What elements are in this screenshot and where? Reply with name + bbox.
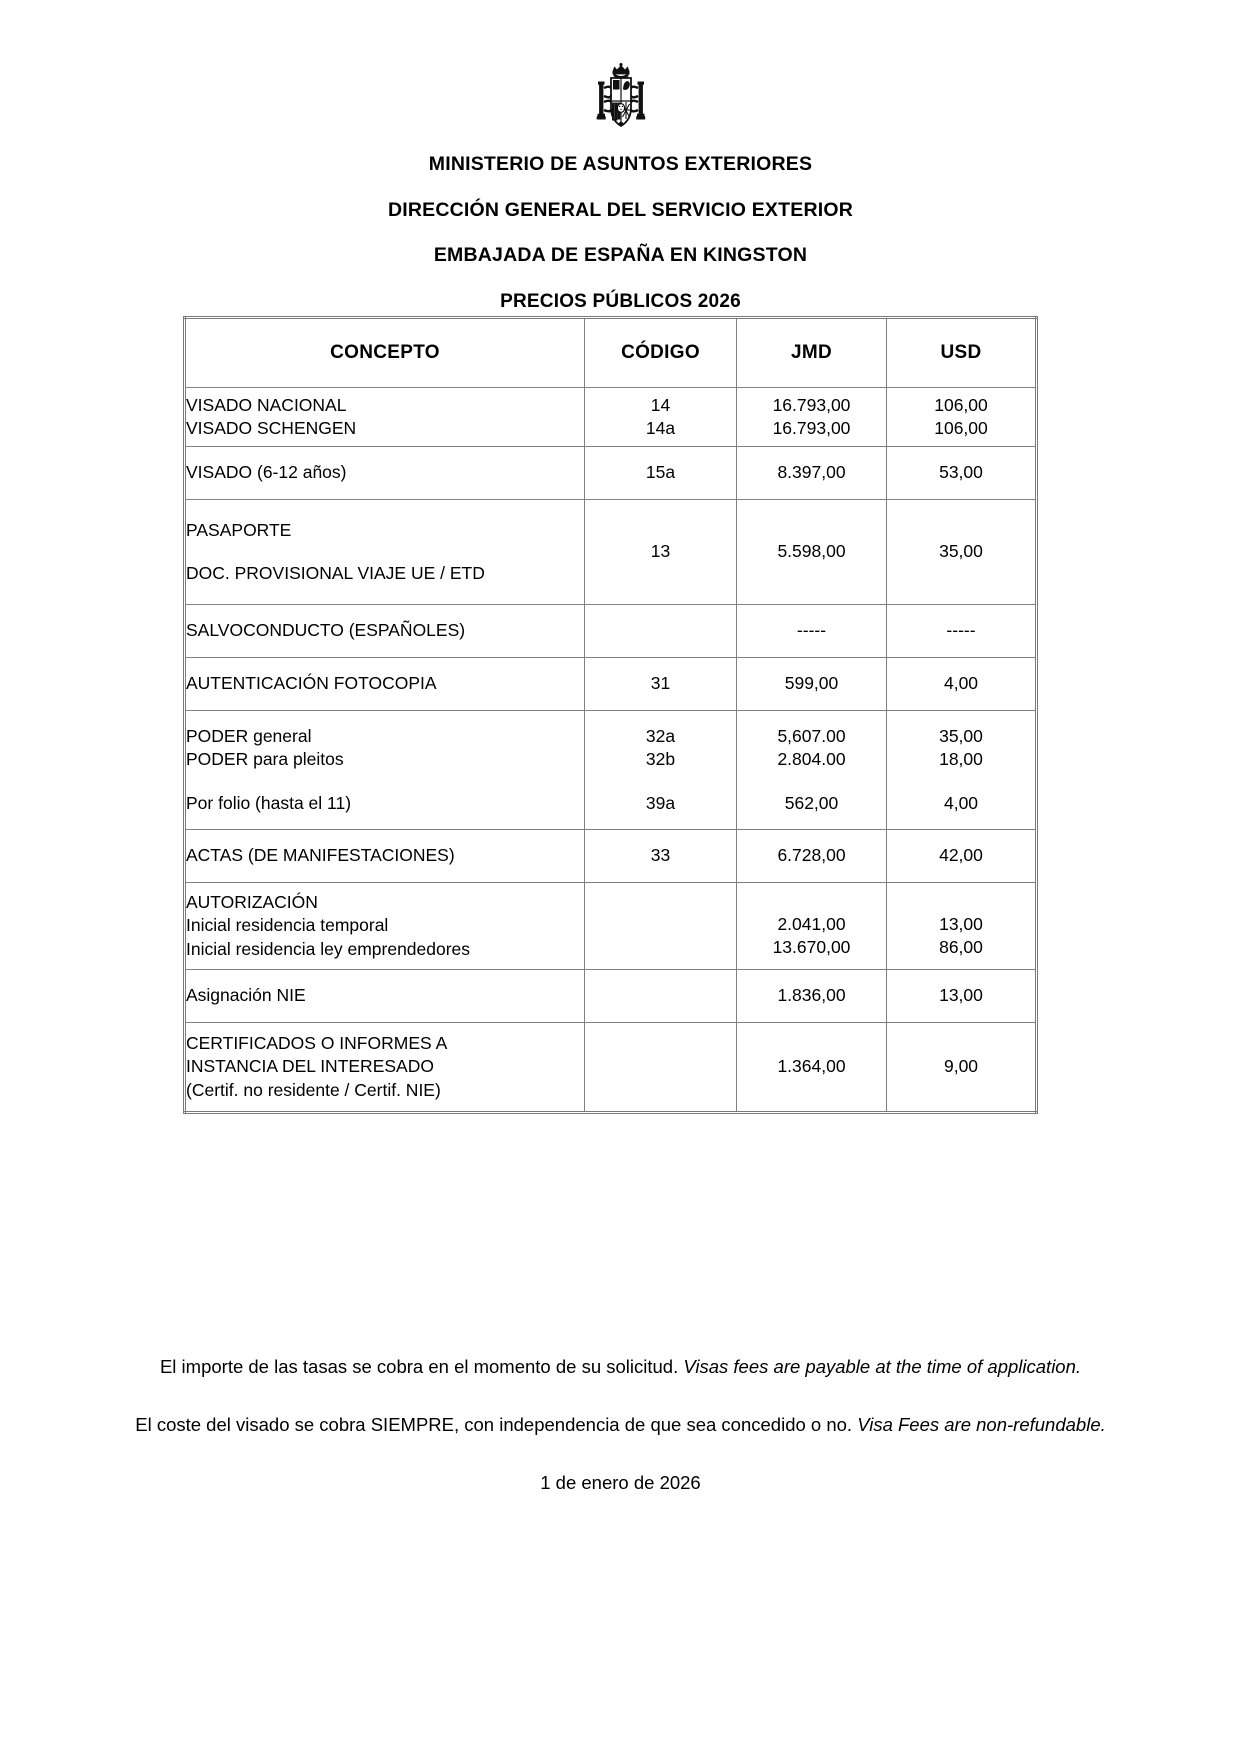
cell-spacer: [585, 1057, 736, 1077]
footer-notes: [0, 1356, 1241, 1494]
cell-line: PASAPORTE: [186, 519, 292, 540]
cell-line: INSTANCIA DEL INTERESADO: [186, 1056, 434, 1077]
cell-line: 33: [650, 845, 671, 866]
column-header-usd: USD: [887, 318, 1037, 388]
cell-concepto: [185, 447, 585, 500]
heading-directorate: DIRECCIÓN GENERAL DEL SERVICIO EXTERIOR: [387, 198, 854, 221]
cell-line: 13,00: [939, 985, 983, 1006]
cell-line: 53,00: [939, 462, 983, 483]
cell-line: 35,00: [939, 726, 983, 747]
cell-line: 106,00: [934, 394, 988, 415]
cell-line: -----: [796, 620, 827, 641]
cell-jmd: [737, 711, 887, 830]
cell-line: VISADO NACIONAL: [186, 394, 347, 415]
cell-codigo: [585, 830, 737, 883]
cell-concepto: [185, 883, 585, 970]
cell-line: SALVOCONDUCTO (ESPAÑOLES): [186, 620, 466, 641]
cell-line: (Certif. no residente / Certif. NIE): [186, 1079, 441, 1100]
cell-jmd: [737, 1023, 887, 1113]
cell-usd: [887, 830, 1037, 883]
cell-codigo: [585, 388, 737, 447]
cell-jmd: [737, 658, 887, 711]
cell-line: 31: [650, 673, 671, 694]
cell-line: 13,00: [939, 913, 983, 934]
cell-line: 42,00: [939, 845, 983, 866]
cell-line: 16.793,00: [772, 394, 851, 415]
cell-spacer: [186, 542, 584, 562]
cell-line: 15a: [645, 462, 676, 483]
cell-line: 16.793,00: [772, 418, 851, 438]
cell-jmd: [737, 500, 887, 605]
cell-line: Por folio (hasta el 11): [186, 792, 352, 813]
cell-spacer: [585, 621, 736, 641]
cell-concepto: [185, 658, 585, 711]
cell-concepto: [185, 605, 585, 658]
cell-codigo: [585, 500, 737, 605]
table-row: [185, 970, 1037, 1023]
cell-spacer: [887, 893, 1035, 913]
note-payment-time-es: El importe de las tasas se cobra en el momento de su solicitud.: [159, 1356, 679, 1377]
table-row: [185, 883, 1037, 970]
cell-line: 6.728,00: [777, 845, 846, 866]
cell-line: 18,00: [939, 749, 983, 770]
cell-jmd: [737, 388, 887, 447]
cell-line: 4,00: [943, 673, 979, 694]
cell-codigo: [585, 970, 737, 1023]
cell-spacer: [585, 772, 736, 792]
cell-usd: [887, 500, 1037, 605]
cell-jmd: [737, 447, 887, 500]
cell-spacer: [585, 916, 736, 936]
cell-line: DOC. PROVISIONAL VIAJE UE / ETD: [186, 563, 485, 583]
cell-spacer: [887, 772, 1035, 792]
note-non-refundable-en: Visa Fees are non-refundable.: [857, 1414, 1106, 1436]
cell-usd: [887, 388, 1037, 447]
cell-spacer: [737, 772, 886, 792]
column-header-codigo: CÓDIGO: [585, 318, 737, 388]
fees-table-body: [185, 388, 1037, 1113]
cell-line: PODER para pleitos: [186, 749, 344, 770]
cell-usd: [887, 883, 1037, 970]
cell-spacer: [737, 893, 886, 913]
note-non-refundable-es: El coste del visado se cobra SIEMPRE, con independencia de que sea concedido o no.: [135, 1414, 853, 1436]
cell-line: 8.397,00: [777, 462, 846, 483]
cell-line: VISADO SCHENGEN: [186, 418, 357, 438]
table-header-row: [185, 318, 1037, 388]
cell-concepto: [185, 500, 585, 605]
note-non-refundable: [0, 1414, 1241, 1436]
cell-line: 599,00: [784, 673, 839, 694]
cell-line: Inicial residencia ley emprendedores: [186, 938, 471, 959]
cell-usd: [887, 447, 1037, 500]
cell-line: 14a: [645, 418, 676, 438]
cell-line: VISADO (6-12 años): [186, 462, 347, 483]
cell-usd: [887, 970, 1037, 1023]
cell-codigo: [585, 711, 737, 830]
cell-line: Asignación NIE: [186, 985, 306, 1006]
document-subtitle: PRECIOS PÚBLICOS 2026: [500, 290, 741, 312]
cell-codigo: [585, 447, 737, 500]
cell-codigo: [585, 883, 737, 970]
cell-jmd: [737, 830, 887, 883]
cell-line: 13: [650, 541, 671, 562]
heading-embassy: EMBAJADA DE ESPAÑA EN KINGSTON: [433, 244, 808, 266]
cell-line: PODER general: [186, 726, 312, 747]
effective-date: 1 de enero de 2026: [540, 1472, 701, 1494]
cell-line: -----: [946, 620, 976, 641]
cell-jmd: [737, 605, 887, 658]
table-row: [185, 830, 1037, 883]
fees-table: [183, 316, 1038, 1114]
cell-jmd: [737, 970, 887, 1023]
heading-ministry: MINISTERIO DE ASUNTOS EXTERIORES: [428, 153, 813, 175]
cell-line: 5.598,00: [777, 541, 846, 562]
note-payment-time-en: Visas fees are payable at the time of application.: [683, 1356, 1082, 1377]
cell-usd: [887, 658, 1037, 711]
table-row: [185, 605, 1037, 658]
table-row: [185, 388, 1037, 447]
fees-table-container: [183, 316, 1035, 1114]
cell-line: 5,607.00: [777, 726, 846, 747]
cell-line: 86,00: [939, 937, 983, 957]
cell-line: 32b: [645, 749, 676, 770]
emblem-container: [0, 62, 1241, 140]
cell-concepto: [185, 388, 585, 447]
spain-coat-of-arms-icon: [592, 62, 650, 140]
cell-line: ACTAS (DE MANIFESTACIONES): [186, 845, 455, 866]
cell-line: 1.364,00: [777, 1056, 846, 1077]
table-row: [185, 1023, 1037, 1113]
cell-line: CERTIFICADOS O INFORMES A: [186, 1033, 448, 1054]
cell-codigo: [585, 605, 737, 658]
cell-usd: [887, 605, 1037, 658]
document-headings: [0, 155, 1241, 311]
cell-line: Inicial residencia temporal: [186, 915, 389, 936]
cell-concepto: [185, 1023, 585, 1113]
cell-line: 39a: [645, 792, 676, 813]
cell-concepto: [185, 711, 585, 830]
cell-line: 32a: [645, 726, 676, 747]
cell-spacer: [186, 772, 584, 792]
cell-line: 14: [650, 394, 671, 415]
cell-jmd: [737, 883, 887, 970]
cell-usd: [887, 711, 1037, 830]
table-row: [185, 711, 1037, 830]
cell-line: 2.041,00: [777, 913, 846, 934]
cell-line: AUTORIZACIÓN: [186, 892, 318, 913]
cell-concepto: [185, 830, 585, 883]
cell-line: 562,00: [784, 792, 839, 813]
table-row: [185, 500, 1037, 605]
cell-line: 35,00: [939, 541, 983, 562]
cell-codigo: [585, 1023, 737, 1113]
cell-line: 106,00: [934, 418, 988, 438]
table-row: [185, 447, 1037, 500]
cell-line: AUTENTICACIÓN FOTOCOPIA: [186, 673, 437, 694]
column-header-concepto: CONCEPTO: [185, 318, 585, 388]
cell-usd: [887, 1023, 1037, 1113]
cell-codigo: [585, 658, 737, 711]
cell-line: 4,00: [943, 792, 979, 813]
cell-line: 13.670,00: [772, 937, 851, 957]
column-header-jmd: JMD: [737, 318, 887, 388]
cell-line: 9,00: [943, 1056, 979, 1077]
cell-concepto: [185, 970, 585, 1023]
cell-spacer: [585, 986, 736, 1006]
cell-line: 2.804.00: [777, 749, 846, 770]
cell-line: 1.836,00: [777, 985, 846, 1006]
note-payment-time: [0, 1356, 1241, 1378]
table-row: [185, 658, 1037, 711]
